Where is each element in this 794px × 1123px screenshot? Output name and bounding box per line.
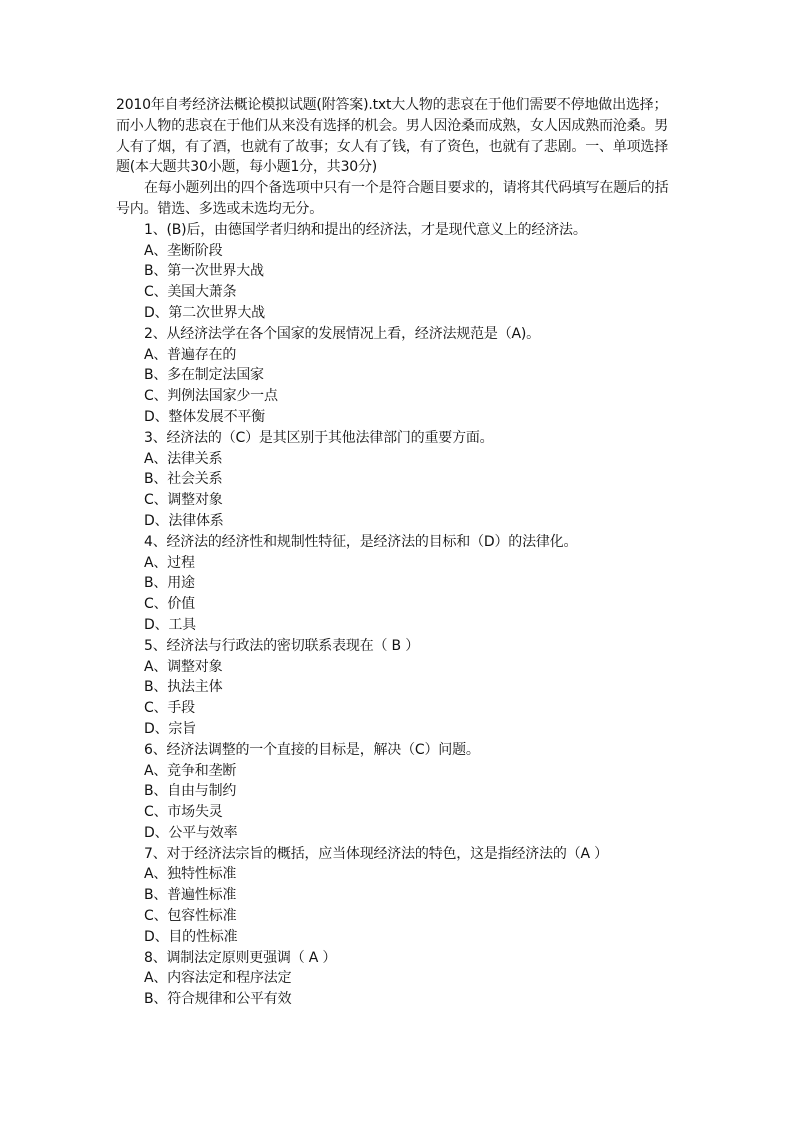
answer-option: A、竞争和垄断 bbox=[144, 762, 237, 779]
answer-option: B、第一次世界大战 bbox=[144, 263, 264, 280]
question-stem: 8、调制法定原则更强调（ A ） bbox=[144, 949, 337, 966]
answer-option: A、过程 bbox=[144, 554, 195, 571]
answer-option: A、法律关系 bbox=[144, 450, 223, 467]
answer-option: D、第二次世界大战 bbox=[144, 304, 265, 321]
question-stem: 5、经济法与行政法的密切联系表现在（ B ） bbox=[144, 637, 420, 654]
question-3 bbox=[116, 428, 680, 532]
answer-option: A、普遍存在的 bbox=[144, 346, 237, 363]
answer-option: B、社会关系 bbox=[144, 471, 223, 488]
answer-option: D、目的性标准 bbox=[144, 928, 238, 945]
answer-option: C、美国大萧条 bbox=[144, 284, 237, 301]
answer-option: D、公平与效率 bbox=[144, 824, 238, 841]
answer-option: B、普遍性标准 bbox=[144, 887, 237, 904]
question-stem: 1、(B)后，由德国学者归纳和提出的经济法，才是现代意义上的经济法。 bbox=[144, 221, 587, 238]
question-stem: 3、经济法的（C）是其区别于其他法律部门的重要方面。 bbox=[144, 429, 494, 446]
answer-option: D、整体发展不平衡 bbox=[144, 408, 265, 425]
question-8 bbox=[116, 948, 680, 1010]
answer-option: C、市场失灵 bbox=[144, 804, 223, 821]
answer-option: C、调整对象 bbox=[144, 492, 223, 509]
answer-option: B、多在制定法国家 bbox=[144, 367, 264, 384]
answer-option: B、符合规律和公平有效 bbox=[144, 991, 292, 1008]
question-1 bbox=[116, 220, 680, 324]
answer-option: A、垄断阶段 bbox=[144, 242, 223, 259]
question-4 bbox=[116, 532, 680, 636]
answer-option: C、判例法国家少一点 bbox=[144, 388, 278, 405]
answer-option: B、用途 bbox=[144, 575, 195, 592]
question-stem: 2、从经济法学在各个国家的发展情况上看，经济法规范是（A)。 bbox=[144, 325, 540, 342]
document-body bbox=[116, 95, 680, 1010]
answer-option: D、工具 bbox=[144, 616, 196, 633]
question-2 bbox=[116, 324, 680, 428]
question-6 bbox=[116, 740, 680, 844]
answer-option: D、宗旨 bbox=[144, 720, 196, 737]
question-stem: 7、对于经济法宗旨的概括，应当体现经济法的特色，这是指经济法的（A ） bbox=[144, 845, 608, 862]
answer-option: A、内容法定和程序法定 bbox=[144, 970, 292, 987]
instructions-paragraph: 在每小题列出的四个备选项中只有一个是符合题目要求的，请将其代码填写在题后的括号内。错选、多选或未选均无分。 bbox=[116, 180, 669, 217]
question-7 bbox=[116, 844, 680, 948]
answer-option: C、手段 bbox=[144, 700, 195, 717]
answer-option: A、独特性标准 bbox=[144, 866, 237, 883]
question-5 bbox=[116, 636, 680, 740]
answer-option: D、法律体系 bbox=[144, 512, 224, 529]
question-stem: 4、经济法的经济性和规制性特征，是经济法的目标和（D）的法律化。 bbox=[144, 533, 578, 550]
intro-paragraph: 2010年自考经济法概论模拟试题(附答案).txt大人物的悲哀在于他们需要不停地做出选择；而小人物的悲哀在于他们从来没有选择的机会。男人因沧桑而成熟，女人因成熟而沧桑。男人有了烟，有了酒，也就有了故事；女人有了钱，有了资色，也就有了悲剧。一、单项选择题(本大题共30小题，每小题1分，共30分) bbox=[116, 97, 668, 176]
answer-option: B、执法主体 bbox=[144, 679, 223, 696]
answer-option: B、自由与制约 bbox=[144, 783, 237, 800]
answer-option: C、价值 bbox=[144, 596, 195, 613]
answer-option: A、调整对象 bbox=[144, 658, 223, 675]
question-stem: 6、经济法调整的一个直接的目标是，解决（C）问题。 bbox=[144, 741, 480, 758]
answer-option: C、包容性标准 bbox=[144, 908, 237, 925]
